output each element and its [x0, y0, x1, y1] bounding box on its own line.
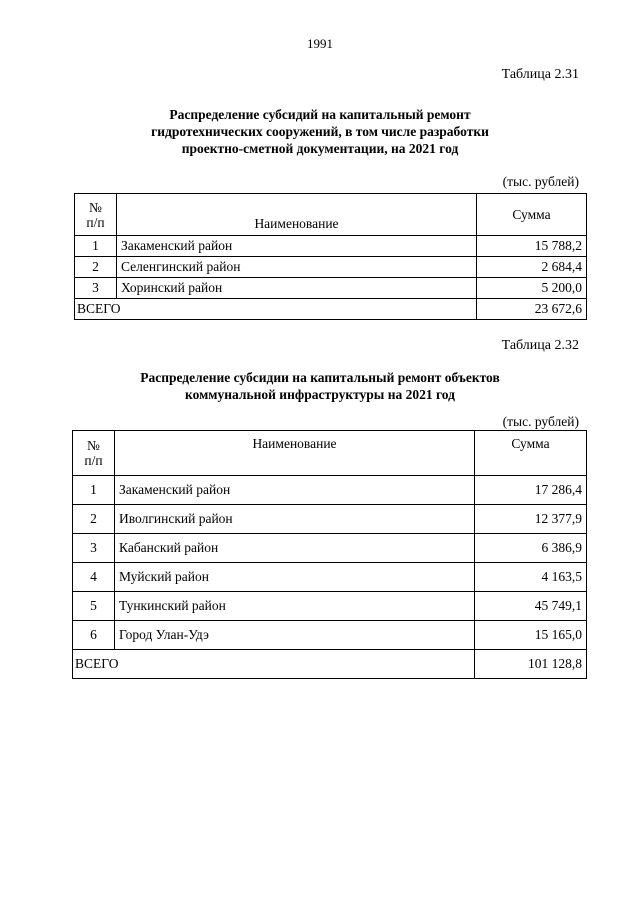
table-row — [73, 505, 587, 534]
table-total-row — [75, 299, 587, 320]
row-name: Город Улан-Удэ — [115, 621, 475, 650]
page-number: 1991 — [307, 36, 333, 51]
header-number-symbol: № — [87, 438, 100, 453]
row-name: Кабанский район — [115, 534, 475, 563]
table-row — [75, 257, 587, 278]
header-name-cell: Наименование — [117, 194, 477, 236]
table-2-31 — [74, 193, 587, 320]
table-row — [75, 278, 587, 299]
row-number: 3 — [75, 278, 117, 299]
row-number: 1 — [75, 236, 117, 257]
title-line: коммунальной инфраструктуры на 2021 год — [185, 387, 455, 402]
total-sum: 101 128,8 — [475, 650, 587, 679]
title-line: гидротехнических сооружений, в том числе разработки — [151, 124, 489, 139]
row-name: Селенгинский район — [117, 257, 477, 278]
row-sum: 5 200,0 — [477, 278, 587, 299]
header-sum-cell: Сумма — [475, 431, 587, 476]
table-2-32-title — [0, 369, 640, 403]
table-2-32-label: Таблица 2.32 — [501, 338, 579, 353]
header-number-cell — [75, 194, 117, 236]
row-sum: 17 286,4 — [475, 476, 587, 505]
table-2-31-title — [0, 106, 640, 157]
total-label: ВСЕГО — [73, 650, 475, 679]
table-2-32-units: (тыс. рублей) — [502, 414, 579, 429]
row-number: 4 — [73, 563, 115, 592]
row-sum: 12 377,9 — [475, 505, 587, 534]
row-number: 6 — [73, 621, 115, 650]
row-sum: 4 163,5 — [475, 563, 587, 592]
table-2-31-units: (тыс. рублей) — [502, 174, 579, 189]
table-header-row — [75, 194, 587, 236]
row-sum: 6 386,9 — [475, 534, 587, 563]
row-name: Хоринский район — [117, 278, 477, 299]
table-row — [73, 534, 587, 563]
title-line: проектно-сметной документации, на 2021 год — [181, 141, 459, 156]
row-name: Закаменский район — [117, 236, 477, 257]
row-number: 2 — [75, 257, 117, 278]
table-row — [73, 476, 587, 505]
header-sum-cell: Сумма — [477, 194, 587, 236]
row-name: Муйский район — [115, 563, 475, 592]
header-number-abbr: п/п — [84, 453, 103, 468]
row-name: Закаменский район — [115, 476, 475, 505]
total-sum: 23 672,6 — [477, 299, 587, 320]
table-2-31-label: Таблица 2.31 — [501, 67, 579, 82]
title-line: Распределение субсидии на капитальный ремонт объектов — [140, 370, 500, 385]
row-number: 2 — [73, 505, 115, 534]
title-line: Распределение субсидий на капитальный ремонт — [169, 107, 471, 122]
header-number-cell — [73, 431, 115, 476]
row-name: Иволгинский район — [115, 505, 475, 534]
row-sum: 15 788,2 — [477, 236, 587, 257]
table-header-row — [73, 431, 587, 476]
row-number: 3 — [73, 534, 115, 563]
row-sum: 2 684,4 — [477, 257, 587, 278]
header-name-cell: Наименование — [115, 431, 475, 476]
total-label: ВСЕГО — [75, 299, 477, 320]
table-row — [73, 563, 587, 592]
row-number: 1 — [73, 476, 115, 505]
table-total-row — [73, 650, 587, 679]
header-number-symbol: № — [89, 199, 102, 215]
table-row — [73, 621, 587, 650]
row-number: 5 — [73, 592, 115, 621]
table-2-32 — [72, 430, 587, 679]
table-row — [75, 236, 587, 257]
row-sum: 45 749,1 — [475, 592, 587, 621]
header-number-abbr: п/п — [86, 214, 105, 230]
row-sum: 15 165,0 — [475, 621, 587, 650]
table-row — [73, 592, 587, 621]
row-name: Тункинский район — [115, 592, 475, 621]
